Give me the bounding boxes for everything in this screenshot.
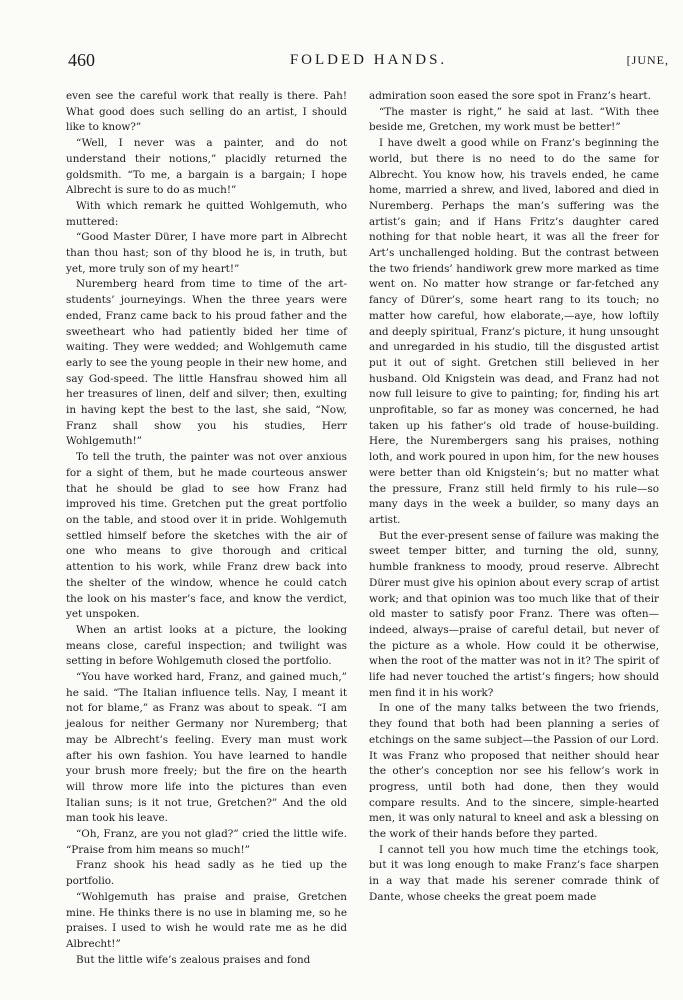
paragraph: even see the careful work that really is there. Pah! What good does such selling do an artist, I should like to know?” xyxy=(66,90,347,134)
paragraph: I cannot tell you how much time the etchings took, but it was long enough to make Franz’s face sharpen in a way that made his serener comrade think of Dante, whose cheeks the great poem made xyxy=(369,843,659,903)
running-header xyxy=(68,50,669,76)
running-title: FOLDED HANDS. xyxy=(289,52,448,68)
paragraph: admiration soon eased the sore spot in Franz’s heart. xyxy=(369,90,651,102)
paragraph: To tell the truth, the painter was not over anxious for a sight of them, but he made courteous answer that he should be glad to see how Franz had improved his time. Gretchen put the great portfolio on the table, and stood over it in pride. Wohlgemuth settled himself before the sketches with the air of one who means to give thorough and critical attention to his work, while Franz drew back into the shelter of the window, whence he could catch the look on his master’s face, and know the verdict, yet unspoken. xyxy=(66,451,347,621)
paragraph: Nuremberg heard from time to time of the art-students’ journeyings. When the three years were ended, Franz came back to his proud father and the sweetheart who had patiently bided her time of waiting. They were wedded; and Wohlgemuth came early to see the young people in their new home, and say God-speed. The little Hansfrau showed him all her treasures of linen, delf and silver; then, exulting in having kept the best to the last, she said, “Now, Franz shall show you his studies, Herr Wohlgemuth!” xyxy=(66,278,347,448)
paragraph: I have dwelt a good while on Franz’s beginning the world, but there is no need to do the same for Albrecht. You know how, his travels ended, he came home, married a shrew, and lived, labored and died in Nuremberg. Perhaps the man’s suffering was the artist’s gain; and if Hans Fritz’s daughter cared nothing for that noble heart, it was all the freer for Art’s unchallenged holding. But the contrast between the two friends’ handiwork grew more marked as time went on. No matter how strange or far-fetched any fancy of Dürer’s, some heart rang to its touch; no matter how careful, how elaborate,—aye, how loftily and deeply spiritual, Franz’s picture, it hung unsought and unregarded in his studio, till the disgusted artist put it out of sight. Gretchen still believed in her husband. Old Knigstein was dead, and Franz had not now full leisure to give to painting; for, finding his art unprofitable, so far as money was concerned, he had taken up his father’s old trade of house-building. Here, the Nurembergers sang his praises, nothing loth, and work poured in upon him, for the new houses were better than old Knigstein’s; but no matter what the pressure, Franz still held firmly to his rule—so many days in the week a builder, so many days an artist. xyxy=(369,137,659,526)
paragraph: “Wohlgemuth has praise and praise, Gretchen mine. He thinks there is no use in blaming me, so he praises. I used to wish he would rate me as he did Albrecht!” xyxy=(66,890,347,950)
paragraph: Franz shook his head sadly as he tied up the portfolio. xyxy=(66,859,347,888)
paragraph: “The master is right,” he said at last. “With thee beside me, Gretchen, my work must be better!” xyxy=(369,105,659,134)
paragraph: “Oh, Franz, are you not glad?” cried the little wife. “Praise from him means so much!” xyxy=(66,828,347,856)
paragraph: “Good Master Dürer, I have more part in Albrecht than thou hast; son of thy blood he is, in truth, but yet, more truly son of my heart!” xyxy=(66,231,347,275)
running-month: [JUNE, xyxy=(626,53,669,67)
paragraph: But the ever-present sense of failure was making the sweet temper bitter, and turning the old, sunny, humble frankness to moody, proud reserve. Albrecht Dürer must give his opinion about every scrap of artist work; and that opinion was too much like that of their old master to satisfy poor Franz. There was often—indeed, always—praise of careful detail, but never of the picture as a whole. How could it be otherwise, when the root of the matter was not in it? The spirit of life had never touched the artist’s fingers; how should men find it in his work? xyxy=(369,529,659,699)
paragraph: “Well, I never was a painter, and do not understand their notions,” placidly returned the goldsmith. “To me, a bargain is a bargain; I hope Albrecht is sure to do as much!” xyxy=(66,137,347,197)
paragraph: “You have worked hard, Franz, and gained much,” he said. “The Italian influence tells. Nay, I meant it not for blame,” as Franz was about to speak. “I am jealous for neither Germany nor Nuremberg; that may be Albrecht’s feeling. Every man must work after his own fashion. You have learned to handle your brush more freely; but the fire on the hearth will throw more life into the pictures than even Italian suns; is it not true, Gretchen?” And the old man took his leave. xyxy=(66,671,347,825)
paragraph: But the little wife’s zealous praises and fond xyxy=(76,953,311,966)
page-number: 460 xyxy=(68,50,95,70)
paragraph: When an artist looks at a picture, the looking means close, careful inspection; and twilight was setting in before Wohlgemuth closed the portfolio. xyxy=(66,623,347,668)
paragraph: With which remark he quitted Wohlgemuth, who muttered: xyxy=(66,199,347,228)
paragraph: In one of the many talks between the two friends, they found that both had been planning a series of etchings on the same subject—the Passion of our Lord. It was Franz who proposed that neither should hear the other’s conception nor see his fellow’s work in progress, until both had done, then they would compare results. And to the sincere, simple-hearted men, it was only natural to kneel and ask a blessing on the work of their hands before they parted. xyxy=(369,702,659,841)
right-column xyxy=(369,89,659,906)
left-column xyxy=(66,89,347,968)
